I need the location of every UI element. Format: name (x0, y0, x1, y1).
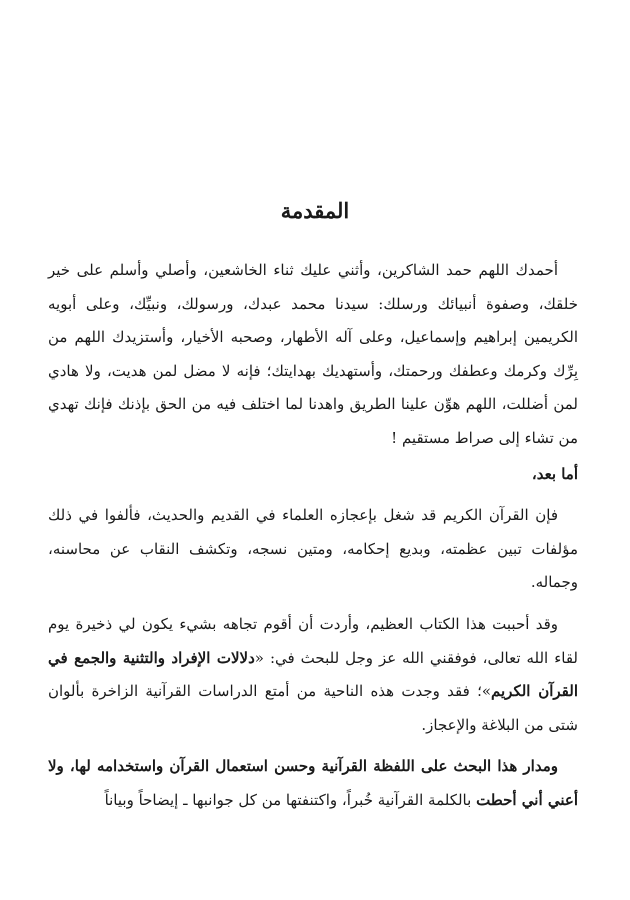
page-title: المقدمة (280, 198, 350, 223)
research-topic-paragraph (48, 608, 578, 742)
body-text (48, 254, 578, 818)
research-topic-lead: وقد أحببت هذا الكتاب العظيم، وأردت أن أقوم تجاهه بشيء يكون لي ذخيرة يوم لقاء الله تعالى، فوفقني الله عز وجل للبحث في: « (48, 614, 578, 667)
research-topic-tail: »؛ فقد وجدت هذه الناحية من أمتع الدراسات القرآنية الزاخرة بألوان شتى من البلاغة والإعجاز. (48, 682, 578, 734)
research-title: دلالات الإفراد والتثنية والجمع في القرآن الكريم (48, 648, 578, 701)
research-scope-bold: ومدار هذا البحث على اللفظة القرآنية وحسن استعمال القرآن واستخدامه لها، ولا أعني أني أحطت (48, 757, 578, 809)
quran-paragraph: فإن القرآن الكريم قد شغل بإعجازه العلماء في القديم والحديث، فألفوا في ذلك مؤلفات تبين عظمته، وبديع إحكامه، ومتين نسجه، وتكشف النقاب عن محاسنه، وجماله. (48, 506, 578, 592)
research-scope-rest: بالكلمة القرآنية خُبراً، واكتنفتها من كل جوانبها ـ إيضاحاً وبياناً (104, 790, 477, 809)
amma-baad-subheading: أما بعد، (531, 464, 578, 483)
intro-paragraph: أحمدك اللهم حمد الشاكرين، وأثني عليك ثناء الخاشعين، وأصلي وأسلم على خير خلقك، وصفوة أنبيائك ورسلك: سيدنا محمد عبدك، ورسولك، ونبيِّك، وعلى أبويه الكريمين إبراهيم وإسماعيل، وعلى آله الأطهار، وصحبه الأخيار، وأستزيدك اللهم من بِرِّك وكرمك وعطفك ورحمتك، وأستهديك بهدايتك؛ فإنه لا مضل لمن هديت، ولا هادي لمن أضللت، اللهم هوِّن علينا الطريق واهدنا لما اختلف فيه من الحق بإذنك فإنك تهدي من تشاء إلى صراط مستقيم ! (48, 261, 578, 447)
research-scope-paragraph (48, 750, 578, 817)
